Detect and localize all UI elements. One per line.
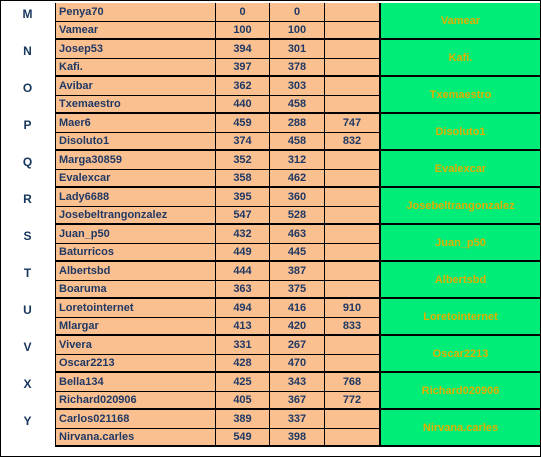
group-letter: O <box>22 81 33 95</box>
score-cell-b[interactable]: 288 <box>270 114 325 133</box>
group-letter: S <box>23 229 32 243</box>
score-cell-a[interactable]: 362 <box>216 77 270 96</box>
group-winner-cell[interactable]: Disoluto1 <box>380 114 540 151</box>
score-cell-c[interactable] <box>325 188 380 207</box>
score-cell-c[interactable]: 768 <box>325 373 380 392</box>
score-cell-c[interactable]: 910 <box>325 299 380 318</box>
player-name-cell[interactable]: Txemaestro <box>55 96 216 115</box>
score-cell-c[interactable] <box>325 225 380 244</box>
player-name-cell[interactable]: Boaruma <box>55 281 216 300</box>
player-name-cell[interactable]: Avibar <box>55 77 216 96</box>
group-winner-cell[interactable]: Kafi. <box>380 40 540 77</box>
player-name-cell[interactable]: Carlos021168 <box>55 410 216 429</box>
score-cell-c[interactable] <box>325 77 380 96</box>
group-letter: U <box>23 303 32 317</box>
score-cell-b[interactable]: 378 <box>270 59 325 78</box>
score-cell-a[interactable]: 331 <box>216 336 270 355</box>
score-cell-a[interactable]: 425 <box>216 373 270 392</box>
player-name-cell[interactable]: Evalexcar <box>55 170 216 189</box>
score-cell-b[interactable]: 463 <box>270 225 325 244</box>
score-cell-c[interactable] <box>325 3 380 22</box>
score-cell-c[interactable] <box>325 410 380 429</box>
group-winner-cell[interactable]: Evalexcar <box>380 151 540 188</box>
group-letter: T <box>23 266 32 280</box>
player-name-cell[interactable]: Vamear <box>55 22 216 41</box>
score-cell-a[interactable]: 413 <box>216 318 270 337</box>
score-cell-b[interactable]: 360 <box>270 188 325 207</box>
score-cell-c[interactable]: 833 <box>325 318 380 337</box>
score-cell-a[interactable]: 374 <box>216 133 270 152</box>
score-cell-b[interactable]: 0 <box>270 3 325 22</box>
score-cell-b[interactable]: 458 <box>270 133 325 152</box>
score-cell-b[interactable]: 458 <box>270 96 325 115</box>
score-cell-a[interactable]: 432 <box>216 225 270 244</box>
group-letter: P <box>23 118 32 132</box>
score-cell-c[interactable] <box>325 151 380 170</box>
group-winner-cell[interactable]: Josebeltrangonzalez <box>380 188 540 225</box>
score-cell-b[interactable]: 420 <box>270 318 325 337</box>
player-name-cell[interactable]: Kafi. <box>55 59 216 78</box>
group-letter: X <box>23 377 32 391</box>
group-letter: R <box>23 192 32 206</box>
score-cell-c[interactable] <box>325 281 380 300</box>
score-cell-b[interactable]: 398 <box>270 429 325 448</box>
player-name-cell[interactable]: Mlargar <box>55 318 216 337</box>
score-cell-a[interactable]: 494 <box>216 299 270 318</box>
player-name-cell[interactable]: Oscar2213 <box>55 355 216 374</box>
group-letter: N <box>23 44 32 58</box>
score-cell-c[interactable] <box>325 207 380 226</box>
score-cell-a[interactable]: 449 <box>216 244 270 263</box>
group-winner-cell[interactable]: Oscar2213 <box>380 336 540 373</box>
score-cell-b[interactable]: 343 <box>270 373 325 392</box>
player-name-cell[interactable]: Josebeltrangonzalez <box>55 207 216 226</box>
group-winner-cell[interactable]: Loretointernet <box>380 299 540 336</box>
score-cell-c[interactable] <box>325 40 380 59</box>
group-winner-cell[interactable]: Juan_p50 <box>380 225 540 262</box>
score-cell-a[interactable]: 0 <box>216 3 270 22</box>
group-winner-cell[interactable]: Richard020906 <box>380 373 540 410</box>
player-name-cell[interactable]: Albertsbd <box>55 262 216 281</box>
score-cell-a[interactable]: 444 <box>216 262 270 281</box>
score-cell-c[interactable] <box>325 59 380 78</box>
player-name-cell[interactable]: Josep53 <box>55 40 216 59</box>
score-cell-c[interactable] <box>325 336 380 355</box>
score-cell-c[interactable] <box>325 262 380 281</box>
score-cell-a[interactable]: 363 <box>216 281 270 300</box>
player-name-cell[interactable]: Vivera <box>55 336 216 355</box>
score-cell-a[interactable]: 389 <box>216 410 270 429</box>
group-winner-cell[interactable]: Nirvana.carles <box>380 410 540 447</box>
score-cell-b[interactable]: 416 <box>270 299 325 318</box>
score-cell-b[interactable]: 470 <box>270 355 325 374</box>
score-cell-b[interactable]: 445 <box>270 244 325 263</box>
player-name-cell[interactable]: Maer6 <box>55 114 216 133</box>
score-cell-a[interactable]: 358 <box>216 170 270 189</box>
score-cell-a[interactable]: 394 <box>216 40 270 59</box>
score-cell-a[interactable]: 549 <box>216 429 270 448</box>
group-winner-cell[interactable]: Vamear <box>380 3 540 40</box>
score-cell-a[interactable]: 397 <box>216 59 270 78</box>
player-name-cell[interactable]: Loretointernet <box>55 299 216 318</box>
score-cell-c[interactable]: 772 <box>325 392 380 411</box>
player-name-cell[interactable]: Penya70 <box>55 3 216 22</box>
player-name-cell[interactable]: Lady6688 <box>55 188 216 207</box>
score-cell-b[interactable]: 367 <box>270 392 325 411</box>
group-letter: Q <box>22 155 33 169</box>
score-cell-b[interactable]: 312 <box>270 151 325 170</box>
score-cell-c[interactable] <box>325 96 380 115</box>
score-cell-b[interactable]: 462 <box>270 170 325 189</box>
score-cell-c[interactable]: 832 <box>325 133 380 152</box>
score-cell-a[interactable]: 428 <box>216 355 270 374</box>
group-letter: Y <box>23 414 32 428</box>
score-cell-b[interactable]: 301 <box>270 40 325 59</box>
score-cell-a[interactable]: 352 <box>216 151 270 170</box>
score-cell-b[interactable]: 375 <box>270 281 325 300</box>
player-name-cell[interactable]: Bella134 <box>55 373 216 392</box>
score-cell-a[interactable]: 547 <box>216 207 270 226</box>
score-cell-b[interactable]: 303 <box>270 77 325 96</box>
score-cell-a[interactable]: 440 <box>216 96 270 115</box>
score-cell-a[interactable]: 100 <box>216 22 270 41</box>
player-name-cell[interactable]: Disoluto1 <box>55 133 216 152</box>
player-name-cell[interactable]: Juan_p50 <box>55 225 216 244</box>
score-cell-b[interactable]: 387 <box>270 262 325 281</box>
group-winner-cell[interactable]: Albertsbd <box>380 262 540 299</box>
player-name-cell[interactable]: Nirvana.carles <box>55 429 216 448</box>
group-letter: V <box>23 340 32 354</box>
score-cell-b[interactable]: 528 <box>270 207 325 226</box>
score-cell-a[interactable]: 405 <box>216 392 270 411</box>
score-cell-c[interactable] <box>325 355 380 374</box>
player-name-cell[interactable]: Baturricos <box>55 244 216 263</box>
score-cell-b[interactable]: 100 <box>270 22 325 41</box>
score-cell-c[interactable] <box>325 170 380 189</box>
score-cell-b[interactable]: 337 <box>270 410 325 429</box>
player-name-cell[interactable]: Richard020906 <box>55 392 216 411</box>
player-name-cell[interactable]: Marga30859 <box>55 151 216 170</box>
group-letter: M <box>22 7 33 21</box>
score-cell-c[interactable] <box>325 22 380 41</box>
score-cell-a[interactable]: 395 <box>216 188 270 207</box>
score-cell-c[interactable]: 747 <box>325 114 380 133</box>
score-cell-b[interactable]: 267 <box>270 336 325 355</box>
score-cell-c[interactable] <box>325 429 380 448</box>
group-winner-cell[interactable]: Txemaestro <box>380 77 540 114</box>
score-cell-c[interactable] <box>325 244 380 263</box>
score-cell-a[interactable]: 459 <box>216 114 270 133</box>
